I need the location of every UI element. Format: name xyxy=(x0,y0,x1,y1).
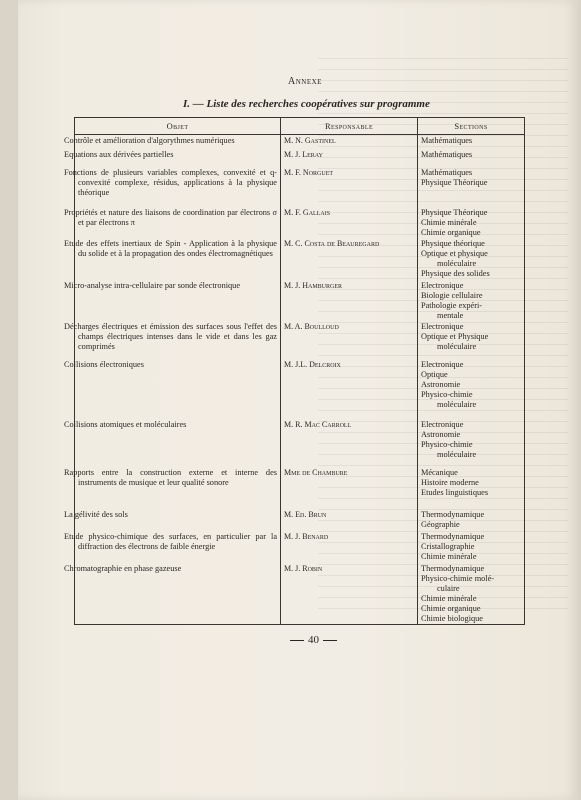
column-header-objet: Objet xyxy=(75,118,281,135)
section-entry: Optique et Physique xyxy=(421,331,489,341)
section-entry: Physique théorique xyxy=(421,238,485,248)
objet-cell: Micro-analyse intra-cellulaire par sonde électronique xyxy=(75,280,281,321)
page-number xyxy=(286,634,341,646)
section-entry: Thermodynamique xyxy=(421,531,485,541)
section-entry: mentale xyxy=(437,310,464,320)
section-entry: Mathématiques xyxy=(421,149,473,159)
document-page xyxy=(18,0,578,800)
sections-cell xyxy=(418,467,525,509)
section-entry: Chimie organique xyxy=(421,227,481,237)
objet-cell: Chromatographie en phase gazeuse xyxy=(75,563,281,625)
section-entry: Cristallographie xyxy=(421,541,475,551)
section-entry: culaire xyxy=(437,583,460,593)
section-entry: Chimie minérale xyxy=(421,551,477,561)
sections-cell xyxy=(418,167,525,207)
sections-cell xyxy=(418,509,525,531)
table-row xyxy=(75,359,525,419)
section-entry: Optique xyxy=(421,369,448,379)
section-entry: Chimie biologique xyxy=(421,613,483,623)
sections-cell xyxy=(418,135,525,149)
responsable-cell: M. J. Hamburger xyxy=(281,280,418,321)
sections-cell xyxy=(418,531,525,563)
section-entry: Mathématiques xyxy=(421,136,473,145)
responsable-cell: M. Ed. Brun xyxy=(281,509,418,531)
dash-left xyxy=(290,640,304,641)
sections-cell xyxy=(418,419,525,467)
section-entry: Optique et physique xyxy=(421,248,488,258)
sections-cell xyxy=(418,321,525,359)
sections-cell xyxy=(418,238,525,280)
column-header-responsable: Responsable xyxy=(281,118,418,135)
table-header-row xyxy=(75,118,525,135)
responsable-cell: M. N. Gastinel xyxy=(281,135,418,149)
page-number-text: 40 xyxy=(308,634,319,646)
section-entry: Chimie organique xyxy=(421,603,481,613)
objet-cell: Fonctions de plusieurs variables complexes, convexité et q-convexité complexe, résidus, applications à la physique théorique xyxy=(75,167,281,207)
section-entry: Thermodynamique xyxy=(421,563,485,573)
sections-cell xyxy=(418,207,525,238)
section-entry: Physico-chimie xyxy=(421,439,473,449)
table-row xyxy=(75,149,525,167)
section-entry: Electronique xyxy=(421,419,464,429)
table-row xyxy=(75,321,525,359)
section-entry: Mécanique xyxy=(421,467,458,477)
table-row xyxy=(75,509,525,531)
table-row xyxy=(75,207,525,238)
section-entry: Thermodynamique xyxy=(421,509,485,519)
objet-cell: Collisions électroniques xyxy=(75,359,281,419)
responsable-cell: M. R. Mac Carroll xyxy=(281,419,418,467)
table-row xyxy=(75,135,525,149)
table-row xyxy=(75,467,525,509)
section-entry: Physique des solides xyxy=(421,268,490,278)
sections-cell xyxy=(418,563,525,625)
section-entry: moléculaire xyxy=(437,258,477,268)
section-entry: Biologie cellulaire xyxy=(421,290,483,300)
section-entry: Histoire moderne xyxy=(421,477,479,487)
objet-cell: Etude des effets inertiaux de Spin - Application à la physique du solide et à la propagation des ondes électromagnétiques xyxy=(75,238,281,280)
responsable-cell: M. A. Boulloud xyxy=(281,321,418,359)
responsable-cell: Mme de Chambure xyxy=(281,467,418,509)
objet-cell: Equations aux dérivées partielles xyxy=(75,149,281,167)
section-entry: Electronique xyxy=(421,359,464,369)
responsable-cell: M. J. Benard xyxy=(281,531,418,563)
objet-cell: Rapports entre la construction externe et interne des instruments de musique et leur qualité sonore xyxy=(75,467,281,509)
table-row xyxy=(75,531,525,563)
section-entry: Chimie minérale xyxy=(421,593,477,603)
annexe-heading: Annexe xyxy=(288,76,322,87)
objet-cell: Contrôle et amélioration d'algorythmes numériques xyxy=(75,135,281,149)
section-entry: Physique Théorique xyxy=(421,177,488,187)
section-entry: moléculaire xyxy=(437,341,477,351)
responsable-cell: M. J. Leray xyxy=(281,149,418,167)
section-entry: Mathématiques xyxy=(421,167,473,177)
table-row xyxy=(75,563,525,625)
column-header-sections: Sections xyxy=(418,118,525,135)
list-title: I. — Liste des recherches coopératives sur programme xyxy=(183,98,430,110)
objet-cell: Propriétés et nature des liaisons de coordination par électrons σ et par électrons π xyxy=(75,207,281,238)
table-row xyxy=(75,280,525,321)
responsable-cell: M. J.L. Delcroix xyxy=(281,359,418,419)
section-entry: Géographie xyxy=(421,519,460,529)
sections-cell xyxy=(418,149,525,167)
section-entry: Astronomie xyxy=(421,429,461,439)
section-entry: Chimie minérale xyxy=(421,217,477,227)
section-entry: Physico-chimie xyxy=(421,389,473,399)
table-row xyxy=(75,167,525,207)
section-entry: moléculaire xyxy=(437,449,477,459)
responsable-cell: M. F. Norguet xyxy=(281,167,418,207)
section-entry: Electronique xyxy=(421,321,464,331)
sections-cell xyxy=(418,280,525,321)
objet-cell: Etude physico-chimique des surfaces, en particulier par la diffraction des électrons de faible énergie xyxy=(75,531,281,563)
sections-cell xyxy=(418,359,525,419)
section-entry: Astronomie xyxy=(421,379,461,389)
responsable-cell: M. J. Robin xyxy=(281,563,418,625)
responsable-cell: M. C. Costa de Beauregard xyxy=(281,238,418,280)
dash-right xyxy=(323,640,337,641)
section-entry: moléculaire xyxy=(437,399,477,409)
section-entry: Pathologie expéri- xyxy=(421,300,483,310)
objet-cell: Collisions atomiques et moléculaires xyxy=(75,419,281,467)
section-entry: Physique Théorique xyxy=(421,207,488,217)
objet-cell: La gélivité des sols xyxy=(75,509,281,531)
table-row xyxy=(75,419,525,467)
section-entry: Etudes linguistiques xyxy=(421,487,489,497)
table-row xyxy=(75,238,525,280)
research-table xyxy=(64,117,525,625)
section-entry: Physico-chimie molé- xyxy=(421,573,495,583)
responsable-cell: M. F. Gallais xyxy=(281,207,418,238)
section-entry: Electronique xyxy=(421,280,464,290)
objet-cell: Décharges électriques et émission des surfaces sous l'effet des champs électriques intenses dans le vide et dans les gaz comprimés xyxy=(75,321,281,359)
